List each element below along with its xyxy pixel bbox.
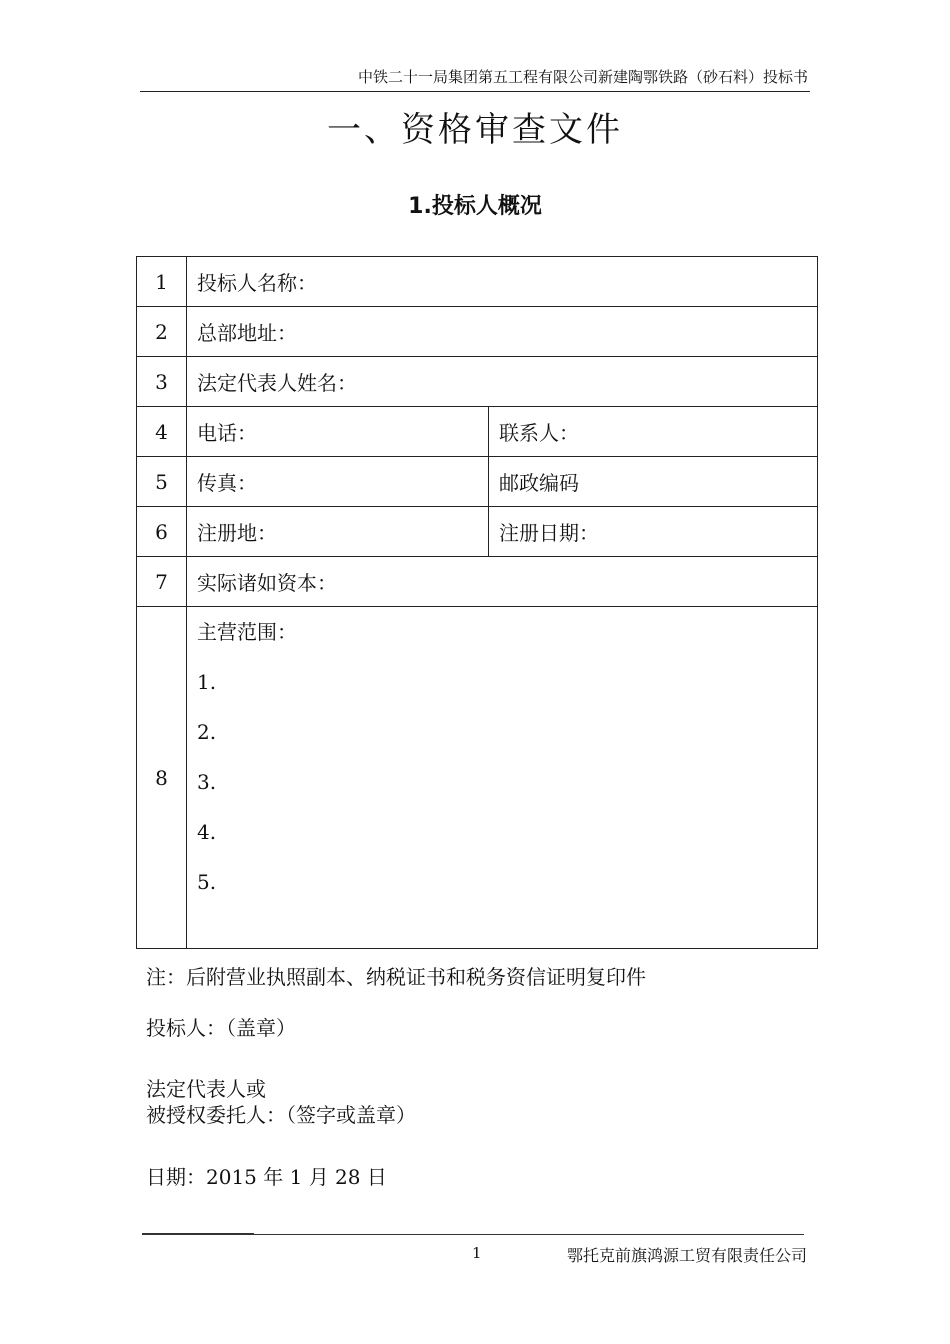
footer-company: 鄂托克前旗鸿源工贸有限责任公司 [566, 1246, 807, 1265]
table-row [137, 557, 818, 607]
date-line: 日期：2015 年 1 月 28 日 [146, 1165, 387, 1189]
capital-field: 实际诸如资本： [187, 557, 818, 607]
header-rule [140, 91, 810, 92]
phone-field: 电话： [187, 407, 489, 457]
legal-rep-field: 法定代表人姓名： [187, 357, 818, 407]
list-item: 1. [197, 670, 217, 694]
section-title: 1.投标人概况 [408, 194, 542, 219]
list-item: 2. [197, 720, 217, 744]
table-row [137, 607, 818, 949]
table-row [137, 307, 818, 357]
row-number: 6 [137, 507, 187, 557]
list-item: 5. [197, 870, 217, 894]
row-number: 2 [137, 307, 187, 357]
table-row [137, 357, 818, 407]
table-row [137, 257, 818, 307]
table-row [137, 507, 818, 557]
row-number: 4 [137, 407, 187, 457]
row-number: 8 [137, 607, 187, 949]
business-scope-field [187, 607, 818, 949]
page-title: 一、资格审查文件 [327, 110, 623, 150]
legal-rep-line: 法定代表人或 [146, 1077, 266, 1101]
footer-rule [142, 1234, 804, 1235]
running-header: 中铁二十一局集团第五工程有限公司新建陶鄂铁路（砂石料）投标书 [357, 68, 808, 86]
row-number: 1 [137, 257, 187, 307]
business-scope-label: 主营范围： [197, 620, 297, 644]
page-number: 1 [472, 1244, 482, 1262]
attachment-note: 注：后附营业执照副本、纳税证书和税务资信证明复印件 [146, 965, 646, 989]
authorized-agent-line: 被授权委托人：（签字或盖章） [146, 1103, 416, 1127]
list-item: 3. [197, 770, 217, 794]
bidder-name-field: 投标人名称： [187, 257, 818, 307]
row-number: 7 [137, 557, 187, 607]
registration-place-field: 注册地： [187, 507, 489, 557]
postcode-field: 邮政编码 [489, 457, 818, 507]
registration-date-field: 注册日期： [489, 507, 818, 557]
list-item: 4. [197, 820, 217, 844]
fax-field: 传真： [187, 457, 489, 507]
bidder-info-table [136, 256, 818, 949]
hq-address-field: 总部地址： [187, 307, 818, 357]
table-row [137, 457, 818, 507]
bidder-seal-line: 投标人：（盖章） [146, 1016, 296, 1040]
row-number: 5 [137, 457, 187, 507]
contact-field: 联系人： [489, 407, 818, 457]
row-number: 3 [137, 357, 187, 407]
table-row [137, 407, 818, 457]
